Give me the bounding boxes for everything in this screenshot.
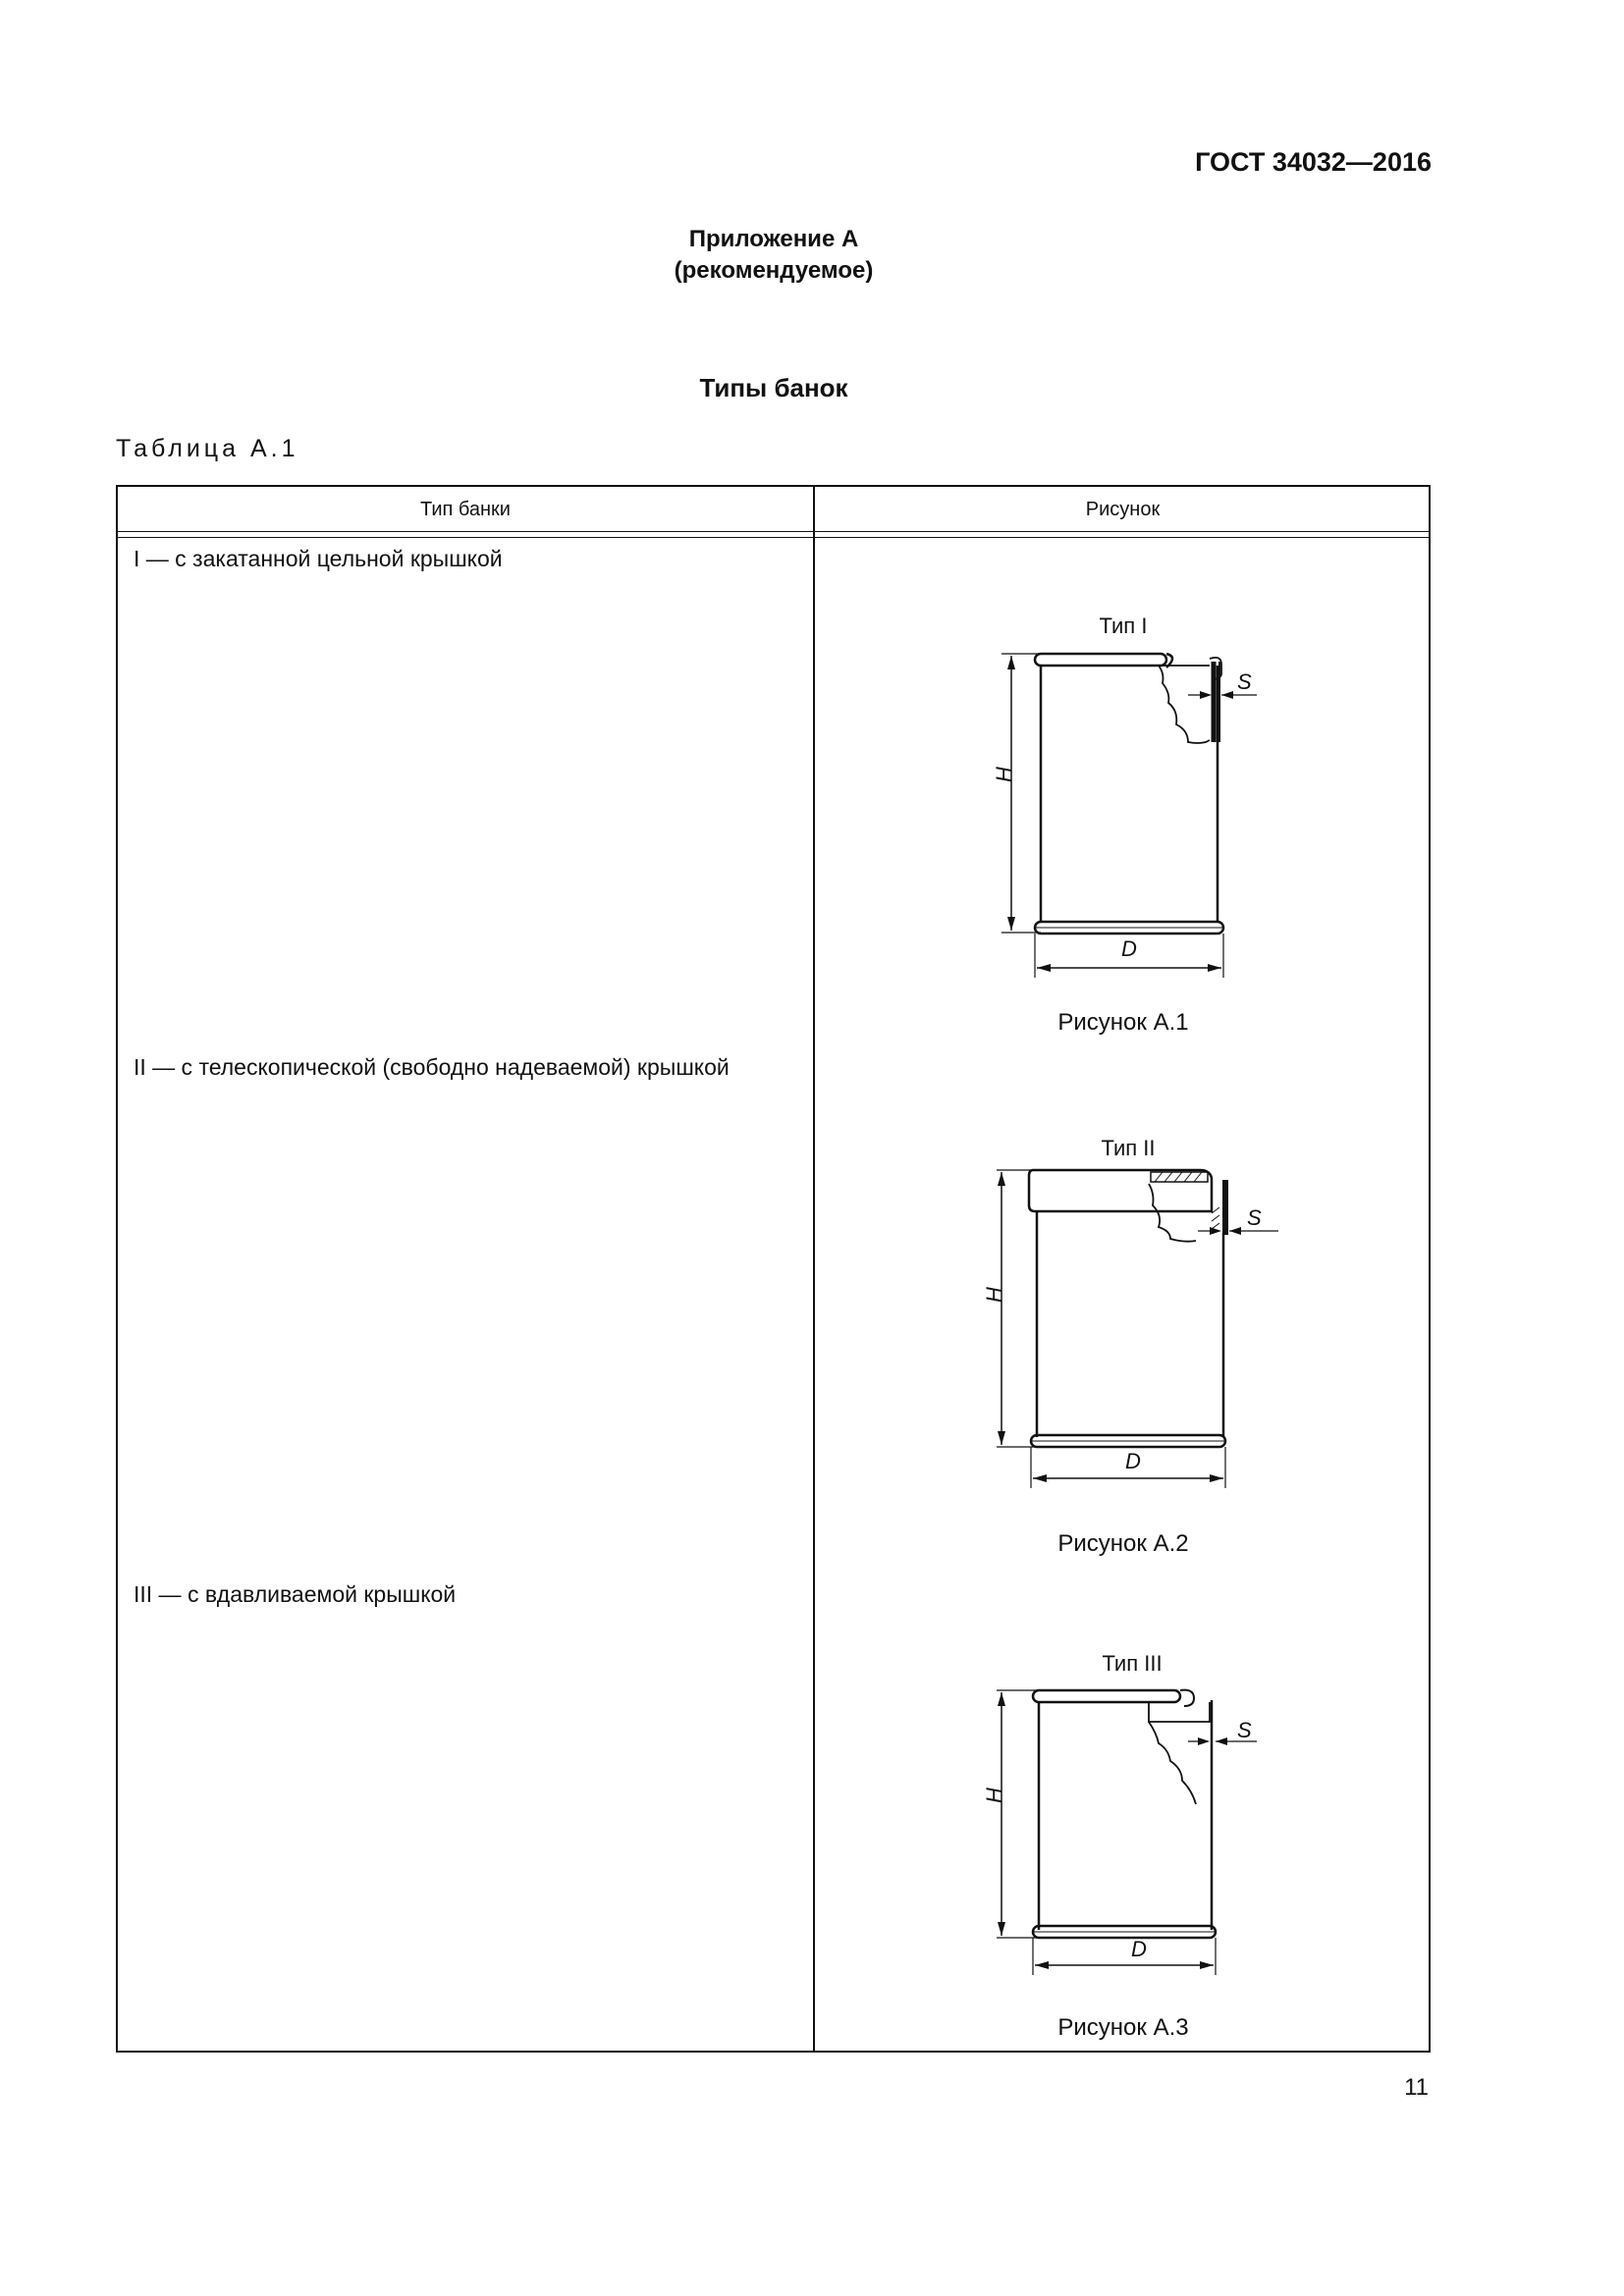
dim-label-h-1: H	[991, 767, 1016, 782]
can-types-table	[116, 485, 1431, 2053]
figure-title-2: Тип II	[1101, 1136, 1156, 1160]
figure-caption-3: Рисунок А.3	[1057, 2014, 1189, 2041]
figure-title-1: Тип I	[1099, 614, 1148, 638]
standard-code: ГОСТ 34032—2016	[1195, 147, 1432, 177]
row-type-3: III — с вдавливаемой крышкой	[134, 1581, 457, 1607]
dim-label-h-3: H	[981, 1788, 1006, 1803]
dim-label-d-1: D	[1121, 936, 1137, 961]
dim-label-s-3: S	[1237, 1718, 1252, 1742]
figure-title-3: Тип III	[1102, 1651, 1163, 1676]
dim-label-s-1: S	[1237, 669, 1252, 694]
dim-label-h-2: H	[981, 1287, 1006, 1303]
dim-label-d-3: D	[1131, 1937, 1147, 1961]
column-header-figure: Рисунок	[1085, 499, 1161, 520]
figure-caption-1: Рисунок А.1	[1057, 1009, 1189, 1036]
appendix-title: Приложение А	[688, 226, 859, 252]
row-type-1: I — с закатанной цельной крышкой	[134, 546, 503, 571]
table-caption: Таблица А.1	[116, 435, 299, 462]
appendix-status: (рекомендуемое)	[674, 257, 874, 284]
row-type-2: II — с телескопической (свободно надеваемой) крышкой	[134, 1054, 730, 1080]
column-header-type: Тип банки	[420, 499, 511, 520]
dim-label-d-2: D	[1125, 1449, 1141, 1473]
figure-caption-2: Рисунок А.2	[1057, 1530, 1189, 1557]
section-title: Типы банок	[699, 373, 848, 402]
can-type-3-drawing	[118, 487, 1433, 2055]
appendix-heading	[0, 224, 1547, 287]
dim-label-s-2: S	[1247, 1205, 1262, 1230]
page-number: 11	[1404, 2074, 1429, 2101]
